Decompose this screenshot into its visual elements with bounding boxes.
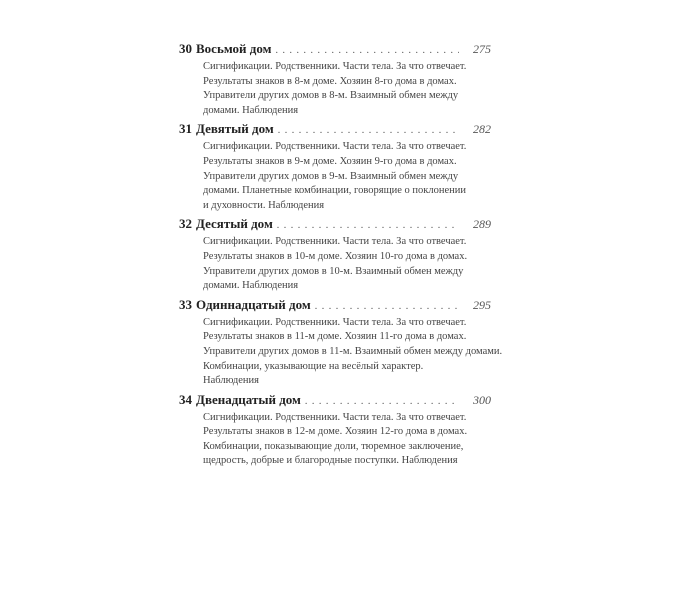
chapter-number: 31: [179, 121, 192, 137]
chapter-title: Девятый дом: [196, 121, 274, 137]
summary-line: Наблюдения: [203, 375, 259, 387]
entry-heading: [179, 215, 491, 233]
summary-line: щедрость, добрые и благородные поступки. Наблюдения: [203, 455, 458, 467]
chapter-number: 30: [179, 41, 192, 56]
chapter-summary: [203, 140, 491, 213]
summary-line: Результаты знаков в 10-м доме. Хозяин 10-го дома в домах.: [203, 250, 468, 262]
summary-line: и духовности. Наблюдения: [203, 199, 325, 211]
summary-line: Результаты знаков в 9-м доме. Хозяин 9-го дома в домах.: [203, 155, 457, 167]
toc-entry-34: [179, 391, 491, 469]
chapter-summary: [203, 235, 491, 293]
page-number: 300: [473, 392, 491, 407]
summary-line: домами. Наблюдения: [203, 104, 299, 116]
summary-line: домами. Планетные комбинации, говорящие о поклонении: [203, 185, 467, 197]
chapter-summary: [203, 411, 491, 469]
summary-line: Результаты знаков в 11-м доме. Хозяин 11-го дома в домах.: [203, 331, 467, 343]
summary-line: Сигнификации. Родственники. Части тела. За что отвечает.: [203, 316, 467, 328]
dot-leader: [275, 42, 459, 60]
summary-line: Комбинации, показывающие доли, тюремное заключение,: [203, 440, 464, 452]
chapter-number: 33: [179, 296, 192, 312]
chapter-title: Восьмой дом: [196, 41, 272, 56]
summary-line: Управители других домов в 11-м. Взаимный обмен между домами.: [203, 345, 503, 357]
chapter-number: 32: [179, 216, 192, 232]
chapter-title: Одиннадцатый дом: [196, 296, 311, 312]
entry-heading: [179, 391, 491, 409]
summary-line: Комбинации, указывающие на весёлый характер.: [203, 360, 424, 372]
page-number: 289: [473, 217, 491, 232]
entry-heading: [179, 296, 491, 314]
summary-line: Управители других домов в 9-м. Взаимный обмен между: [203, 170, 459, 182]
chapter-number: 34: [179, 391, 192, 407]
summary-line: Результаты знаков в 12-м доме. Хозяин 12-го дома в домах.: [203, 426, 468, 438]
summary-line: Сигнификации. Родственники. Части тела. За что отвечает.: [203, 236, 467, 248]
page-number: 295: [473, 297, 491, 312]
chapter-title: Двенадцатый дом: [196, 391, 301, 407]
summary-line: Результаты знаков в 8-м доме. Хозяин 8-го дома в домах.: [203, 75, 457, 87]
entry-heading: [179, 120, 491, 138]
table-of-contents: [179, 40, 503, 471]
summary-line: Сигнификации. Родственники. Части тела. За что отвечает.: [203, 61, 467, 72]
toc-entry-31: [179, 120, 491, 213]
dot-leader: [315, 298, 459, 316]
summary-line: Управители других домов в 10-м. Взаимный обмен между: [203, 265, 464, 277]
summary-line: Сигнификации. Родственники. Части тела. За что отвечает.: [203, 141, 467, 153]
dot-leader: [277, 217, 459, 235]
page-number: 275: [473, 42, 491, 56]
summary-line: домами. Наблюдения: [203, 280, 299, 292]
dot-leader: [305, 393, 459, 411]
chapter-summary: [203, 316, 503, 389]
page-number: 282: [473, 122, 491, 137]
summary-line: Управители других домов в 8-м. Взаимный обмен между: [203, 90, 459, 102]
summary-line: Сигнификации. Родственники. Части тела. За что отвечает.: [203, 411, 467, 423]
chapter-title: Десятый дом: [196, 216, 273, 232]
entry-heading: [179, 40, 491, 58]
chapter-summary: [203, 60, 491, 118]
dot-leader: [278, 122, 459, 140]
toc-entry-33: [179, 296, 503, 389]
toc-entry-30: [179, 40, 491, 118]
toc-entry-32: [179, 215, 491, 293]
